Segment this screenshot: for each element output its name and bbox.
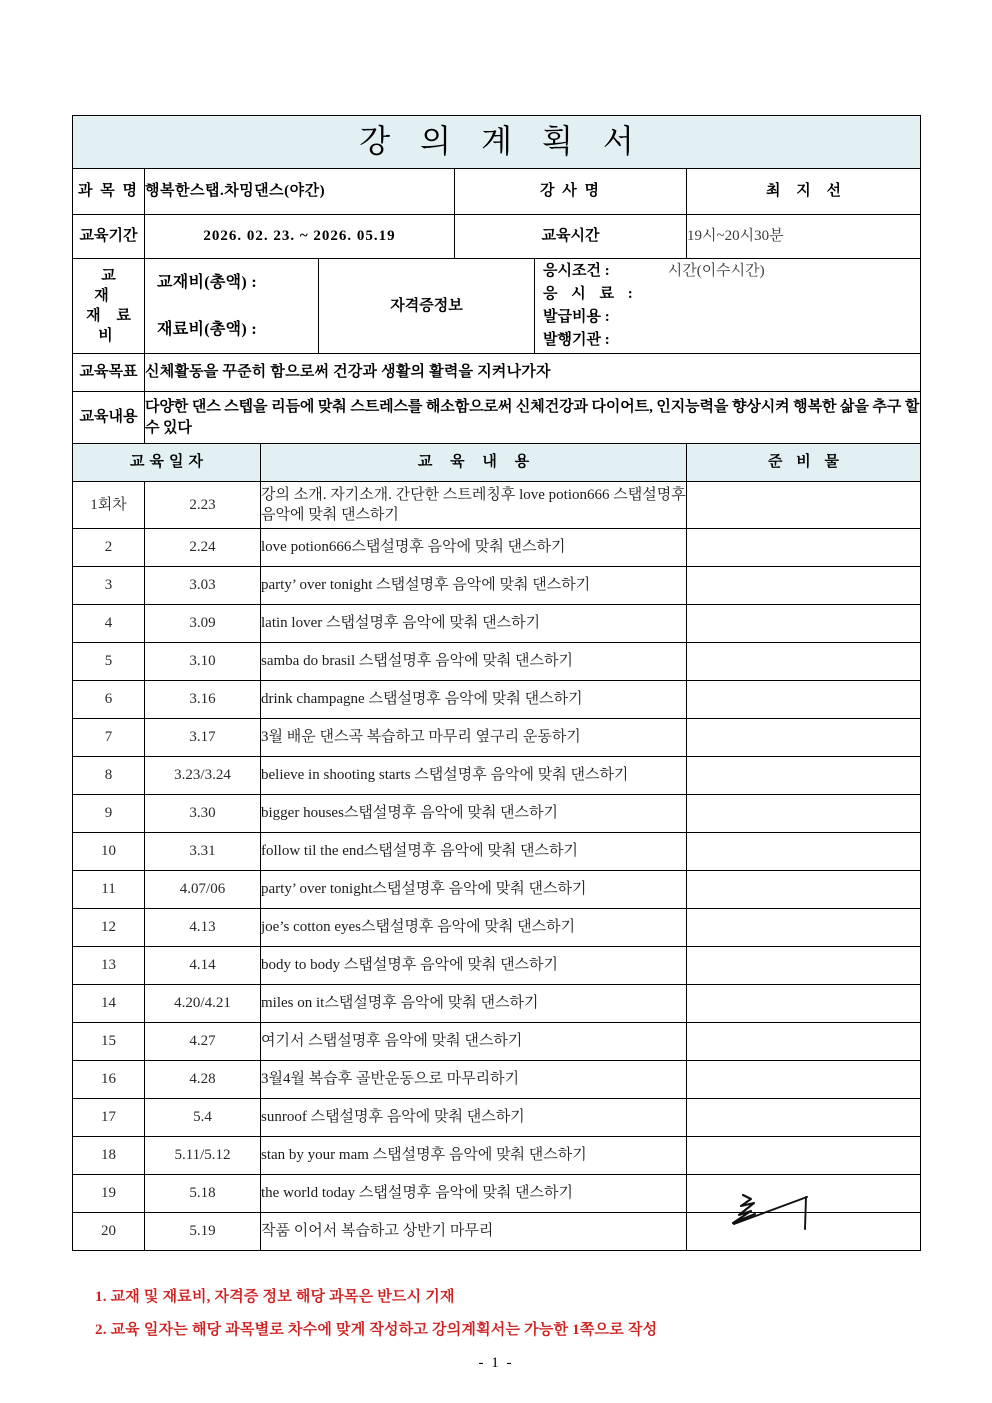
session-content: body to body 스탭설명후 음악에 맞춰 댄스하기 xyxy=(261,947,687,985)
table-row xyxy=(73,605,921,643)
session-date: 3.16 xyxy=(145,681,261,719)
session-content: party’ over tonight스탭설명후 음악에 맞춰 댄스하기 xyxy=(261,871,687,909)
cert-issue-fee-line xyxy=(543,306,920,329)
table-row xyxy=(73,1099,921,1137)
session-prep xyxy=(687,1175,921,1213)
session-date: 3.30 xyxy=(145,795,261,833)
session-date: 3.31 xyxy=(145,833,261,871)
title-row xyxy=(73,116,921,169)
objective-label: 교육목표 xyxy=(73,354,145,392)
session-prep xyxy=(687,985,921,1023)
time-label: 교육시간 xyxy=(455,215,687,259)
session-content: the world today 스탭설명후 음악에 맞춰 댄스하기 xyxy=(261,1175,687,1213)
cert-exam-fee-line xyxy=(543,283,920,306)
col-header-date: 교육일자 xyxy=(73,444,261,482)
session-date: 3.03 xyxy=(145,567,261,605)
session-date: 4.27 xyxy=(145,1023,261,1061)
session-prep xyxy=(687,1023,921,1061)
session-prep xyxy=(687,871,921,909)
session-content: joe’s cotton eyes스탭설명후 음악에 맞춰 댄스하기 xyxy=(261,909,687,947)
session-content: love potion666스탭설명후 음악에 맞춰 댄스하기 xyxy=(261,529,687,567)
session-content: samba do brasil 스탭설명후 음악에 맞춰 댄스하기 xyxy=(261,643,687,681)
fee-label xyxy=(73,259,145,354)
session-number: 5 xyxy=(73,643,145,681)
session-number: 4 xyxy=(73,605,145,643)
session-number: 17 xyxy=(73,1099,145,1137)
cert-issue-fee-label: 발급비용 : xyxy=(543,309,610,325)
session-content: 3월4월 복습후 골반운동으로 마무리하기 xyxy=(261,1061,687,1099)
session-prep xyxy=(687,1137,921,1175)
session-prep xyxy=(687,567,921,605)
table-row xyxy=(73,757,921,795)
session-number: 3 xyxy=(73,567,145,605)
cert-condition-line xyxy=(543,260,920,283)
session-date: 4.07/06 xyxy=(145,871,261,909)
col-header-prep: 준 비 물 xyxy=(687,444,921,482)
schedule-body xyxy=(73,482,921,1251)
session-number: 19 xyxy=(73,1175,145,1213)
footer-note-1: 1. 교재 및 재료비, 자격증 정보 해당 과목은 반드시 기재 xyxy=(95,1289,455,1305)
session-prep xyxy=(687,1213,921,1251)
session-number: 12 xyxy=(73,909,145,947)
session-prep xyxy=(687,605,921,643)
table-row xyxy=(73,795,921,833)
session-date: 3.10 xyxy=(145,643,261,681)
session-date: 3.17 xyxy=(145,719,261,757)
cert-exam-fee-label: 응 시 료 : xyxy=(543,285,638,302)
subject-row xyxy=(73,169,921,215)
session-content: bigger houses스탭설명후 음악에 맞춰 댄스하기 xyxy=(261,795,687,833)
session-number: 6 xyxy=(73,681,145,719)
session-number: 8 xyxy=(73,757,145,795)
session-date: 5.19 xyxy=(145,1213,261,1251)
table-row xyxy=(73,1023,921,1061)
instructor-label: 강 사 명 xyxy=(455,169,687,215)
session-number: 7 xyxy=(73,719,145,757)
instructor-value: 최 지 선 xyxy=(687,169,921,215)
table-row xyxy=(73,1137,921,1175)
curriculum-value: 다양한 댄스 스텝을 리듬에 맞춰 스트레스를 해소함으로써 신체건강과 다이어트, 인지능력을 향상시켜 행복한 삶을 추구 할 수 있다 xyxy=(145,392,921,444)
title-cell xyxy=(73,116,921,169)
objective-value: 신체활동을 꾸준히 함으로써 건강과 생활의 활력을 지켜나가자 xyxy=(145,354,921,392)
session-date: 4.13 xyxy=(145,909,261,947)
session-number: 14 xyxy=(73,985,145,1023)
session-date: 5.11/5.12 xyxy=(145,1137,261,1175)
session-content: believe in shooting starts 스탭설명후 음악에 맞춰 댄스하기 xyxy=(261,757,687,795)
material-fee-field: 재료비(총액) : xyxy=(157,320,257,338)
session-number: 13 xyxy=(73,947,145,985)
curriculum-row xyxy=(73,392,921,444)
subject-label: 과 목 명 xyxy=(73,169,145,215)
session-prep xyxy=(687,719,921,757)
cert-info-label: 자격증정보 xyxy=(319,259,535,354)
session-number: 2 xyxy=(73,529,145,567)
table-row xyxy=(73,909,921,947)
footer-note-2: 2. 교육 일자는 해당 과목별로 차수에 맞게 작성하고 강의계획서는 가능한 1쪽으로 작성 xyxy=(95,1321,658,1338)
fee-label-line2: 재 료 비 xyxy=(86,308,137,345)
session-content: 강의 소개. 자기소개. 간단한 스트레칭후 love potion666 스탭설명후 음악에 맞춰 댄스하기 xyxy=(261,482,687,529)
table-row xyxy=(73,643,921,681)
table-row xyxy=(73,871,921,909)
table-row xyxy=(73,482,921,529)
session-prep xyxy=(687,1061,921,1099)
session-date: 2.23 xyxy=(145,482,261,529)
schedule-header-row xyxy=(73,444,921,482)
session-number: 11 xyxy=(73,871,145,909)
fee-label-line1: 교 재 xyxy=(94,267,130,304)
session-content: drink champagne 스탭설명후 음악에 맞춰 댄스하기 xyxy=(261,681,687,719)
session-number: 10 xyxy=(73,833,145,871)
session-prep xyxy=(687,947,921,985)
curriculum-label: 교육내용 xyxy=(73,392,145,444)
session-date: 4.14 xyxy=(145,947,261,985)
objective-row xyxy=(73,354,921,392)
session-prep xyxy=(687,482,921,529)
session-content: sunroof 스탭설명후 음악에 맞춰 댄스하기 xyxy=(261,1099,687,1137)
session-date: 5.18 xyxy=(145,1175,261,1213)
footer-notes xyxy=(95,1288,895,1353)
session-content: 3월 배운 댄스곡 복습하고 마무리 옆구리 운동하기 xyxy=(261,719,687,757)
cert-issuer-line xyxy=(543,329,920,352)
table-row xyxy=(73,1175,921,1213)
table-row xyxy=(73,947,921,985)
period-row xyxy=(73,215,921,259)
session-prep xyxy=(687,795,921,833)
lecture-plan-table xyxy=(72,115,921,1251)
session-date: 5.4 xyxy=(145,1099,261,1137)
session-number: 16 xyxy=(73,1061,145,1099)
table-row xyxy=(73,529,921,567)
session-content: miles on it스탭설명후 음악에 맞춰 댄스하기 xyxy=(261,985,687,1023)
session-prep xyxy=(687,833,921,871)
session-number: 18 xyxy=(73,1137,145,1175)
session-prep xyxy=(687,1099,921,1137)
fee-row xyxy=(73,259,921,354)
textbook-fee-field: 교재비(총액) : xyxy=(157,273,257,291)
table-row xyxy=(73,567,921,605)
cert-condition-label: 응시조건 : xyxy=(543,262,610,279)
session-content: latin lover 스탭설명후 음악에 맞춰 댄스하기 xyxy=(261,605,687,643)
fee-values-cell xyxy=(145,259,319,354)
session-content: stan by your mam 스탭설명후 음악에 맞춰 댄스하기 xyxy=(261,1137,687,1175)
cert-issuer-label: 발행기관 : xyxy=(543,332,610,349)
session-prep xyxy=(687,757,921,795)
page-title: 강 의 계 획 서 xyxy=(359,123,645,160)
table-row xyxy=(73,833,921,871)
subject-value: 행복한스탭.차밍댄스(야간) xyxy=(145,169,455,215)
session-number: 1회차 xyxy=(73,482,145,529)
session-content: follow til the end스탭설명후 음악에 맞춰 댄스하기 xyxy=(261,833,687,871)
table-row xyxy=(73,1213,921,1251)
page-number: - 1 - xyxy=(478,1355,514,1371)
time-value: 19시~20시30분 xyxy=(687,215,921,259)
session-content: party’ over tonight 스탭설명후 음악에 맞춰 댄스하기 xyxy=(261,567,687,605)
session-content: 여기서 스탭설명후 음악에 맞춰 댄스하기 xyxy=(261,1023,687,1061)
session-date: 2.24 xyxy=(145,529,261,567)
session-date: 3.23/3.24 xyxy=(145,757,261,795)
table-row xyxy=(73,1061,921,1099)
cert-info-cell xyxy=(535,259,921,354)
table-row xyxy=(73,681,921,719)
table-row xyxy=(73,719,921,757)
session-prep xyxy=(687,643,921,681)
session-date: 4.28 xyxy=(145,1061,261,1099)
session-prep xyxy=(687,909,921,947)
col-header-content: 교 육 내 용 xyxy=(261,444,687,482)
cert-condition-note: 시간(이수시간) xyxy=(667,262,765,279)
session-number: 15 xyxy=(73,1023,145,1061)
session-date: 4.20/4.21 xyxy=(145,985,261,1023)
session-number: 20 xyxy=(73,1213,145,1251)
session-number: 9 xyxy=(73,795,145,833)
session-content: 작품 이어서 복습하고 상반기 마무리 xyxy=(261,1213,687,1251)
session-prep xyxy=(687,529,921,567)
session-date: 3.09 xyxy=(145,605,261,643)
table-row xyxy=(73,985,921,1023)
period-label: 교육기간 xyxy=(73,215,145,259)
session-prep xyxy=(687,681,921,719)
period-value: 2026. 02. 23. ~ 2026. 05.19 xyxy=(145,215,455,259)
